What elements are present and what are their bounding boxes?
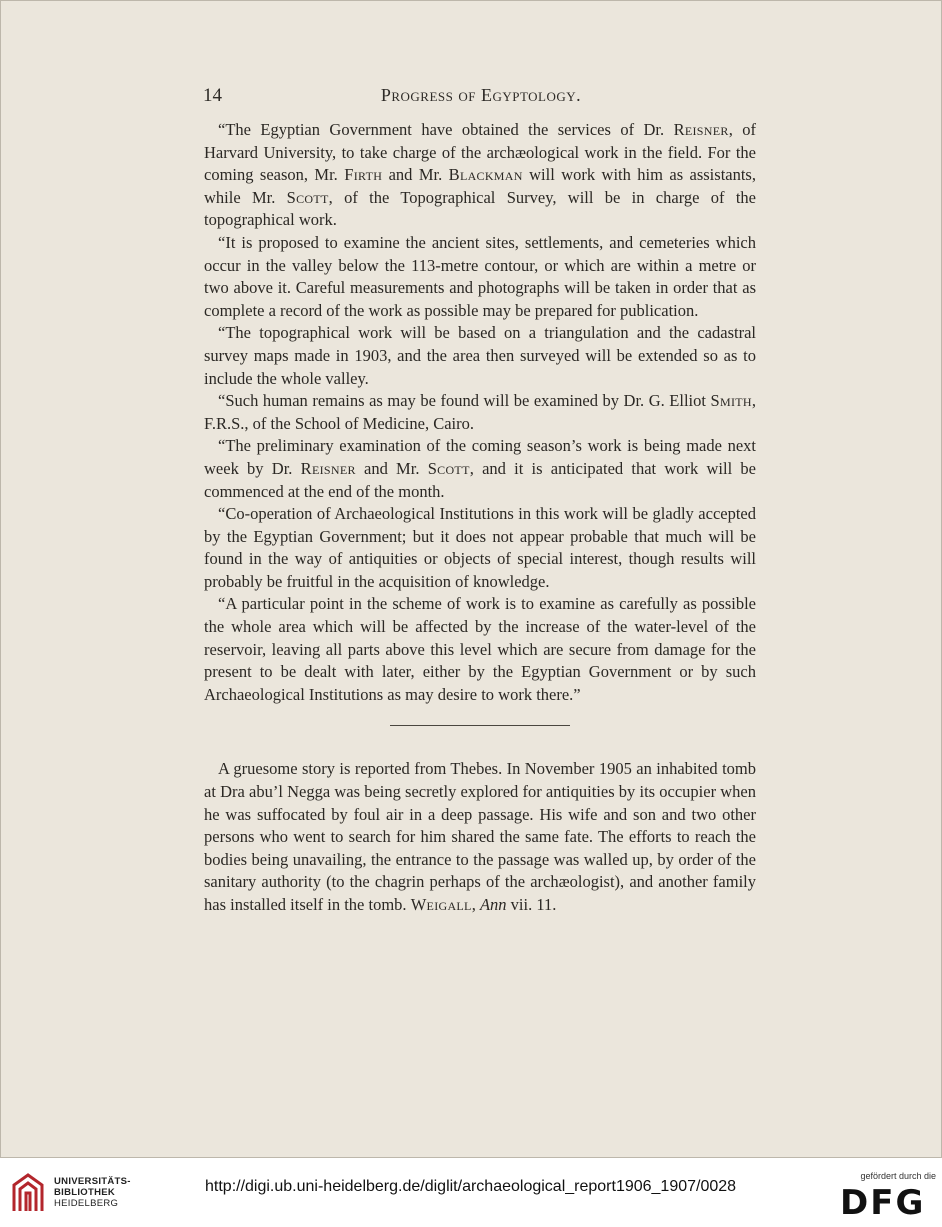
paragraph-1 xyxy=(204,119,756,232)
text-run: , F.R.S., of the School of Medicine, Cairo. xyxy=(204,391,756,433)
section-divider xyxy=(390,725,570,726)
paragraph-6: “Co-operation of Archaeological Institutions in this work will be gladly accepted by the Egyptian Government; but it does not appear probable that much will be found in the way of antiquities or objects of special interest, though results will probably be fruitful in the acquisition of knowledge. xyxy=(204,504,756,591)
name-blackman: Blackman xyxy=(448,165,523,185)
paragraph-8 xyxy=(204,758,756,916)
library-name-line3: HEIDELBERG xyxy=(54,1198,119,1209)
text-run: vii. 11. xyxy=(506,895,557,914)
text-body xyxy=(204,119,756,917)
text-run: “The Egyptian Government have obtained the services of Dr. xyxy=(218,120,674,139)
funding-note: gefördert durch die xyxy=(860,1171,936,1181)
paragraph-7: “A particular point in the scheme of work is to examine as carefully as possible the whole area which will be affected by the increase of the water-level of the reservoir, leaving all parts above this level which are secure from damage for the present to be dealt with later, either by the Egyptian Government or by such Archaeological Institutions as may desire to work there.” xyxy=(204,594,756,704)
paragraph-2: “It is proposed to examine the ancient sites, settlements, and cemeteries which occur in the valley below the 113-metre contour, or which are within a metre or two above it. Careful measurements and photographs will be taken in order that as complete a record of the work as possible may be prepared for publication. xyxy=(204,232,756,320)
paragraph-4 xyxy=(204,390,756,435)
page-url-link[interactable]: http://digi.ub.uni-heidelberg.de/diglit/archaeological_report1906_1907/0028 xyxy=(205,1178,737,1195)
text-run: and Mr. xyxy=(355,458,428,478)
library-name xyxy=(54,1176,131,1209)
text-run: , xyxy=(471,895,480,914)
text-run: , and it is anticipated that work will be commenced at the end of the month. xyxy=(204,458,756,501)
name-weigall: Weigall xyxy=(410,895,472,914)
library-logo-icon xyxy=(10,1171,46,1213)
text-run: , of Harvard University, to take charge of the archæological work in the field. For the coming season, Mr. xyxy=(204,120,756,185)
text-run: will work with him as assistants, while Mr. xyxy=(204,165,756,207)
page-heading: Progress of Egyptology. xyxy=(380,85,582,105)
paragraph-3: “The topographical work will be based on a triangulation and the cadastral survey maps made in 1903, and the area then surveyed will be extended so as to include the whole valley. xyxy=(204,323,756,388)
name-scott: Scott xyxy=(427,458,470,478)
footer-bar xyxy=(0,1158,942,1227)
text-run: A gruesome story is reported from Thebes. In November 1905 an inhabited tomb at Dra abu’l Negga was being secretly explored for antiquities by its occupier when he was suffocated by foul air in a deep passage. His wife and son and two other persons who went to search for him shared the same fate. The efforts to reach the bodies being unavailing, the entrance to the passage was walled up, by order of the sanitary authority (to the chagrin perhaps of the archæologist), and another family has installed itself in the tomb. xyxy=(204,759,756,914)
text-run: “The preliminary examination of the coming season’s work is being made next week by Dr. xyxy=(204,436,756,478)
dfg-logo: DFG xyxy=(840,1183,926,1223)
text-run: “Such human remains as may be found will be examined by Dr. G. Elliot xyxy=(218,391,711,411)
name-smith: Smith xyxy=(710,391,752,411)
library-name-line1: UNIVERSITÄTS- xyxy=(54,1176,131,1187)
name-scott: Scott xyxy=(286,187,329,207)
citation-ann: Ann xyxy=(479,895,507,914)
running-head xyxy=(201,85,761,109)
name-firth: Firth xyxy=(344,165,383,185)
text-run: and Mr. xyxy=(382,165,449,185)
text-run: , of the Topographical Survey, will be in charge of the topographical work. xyxy=(204,187,756,230)
name-reisner: Reisner xyxy=(300,458,356,478)
library-name-line2: BIBLIOTHEK xyxy=(54,1187,116,1198)
name-reisner: Reisner xyxy=(673,120,729,139)
page-number: 14 xyxy=(203,85,222,106)
paragraph-5 xyxy=(204,435,756,503)
